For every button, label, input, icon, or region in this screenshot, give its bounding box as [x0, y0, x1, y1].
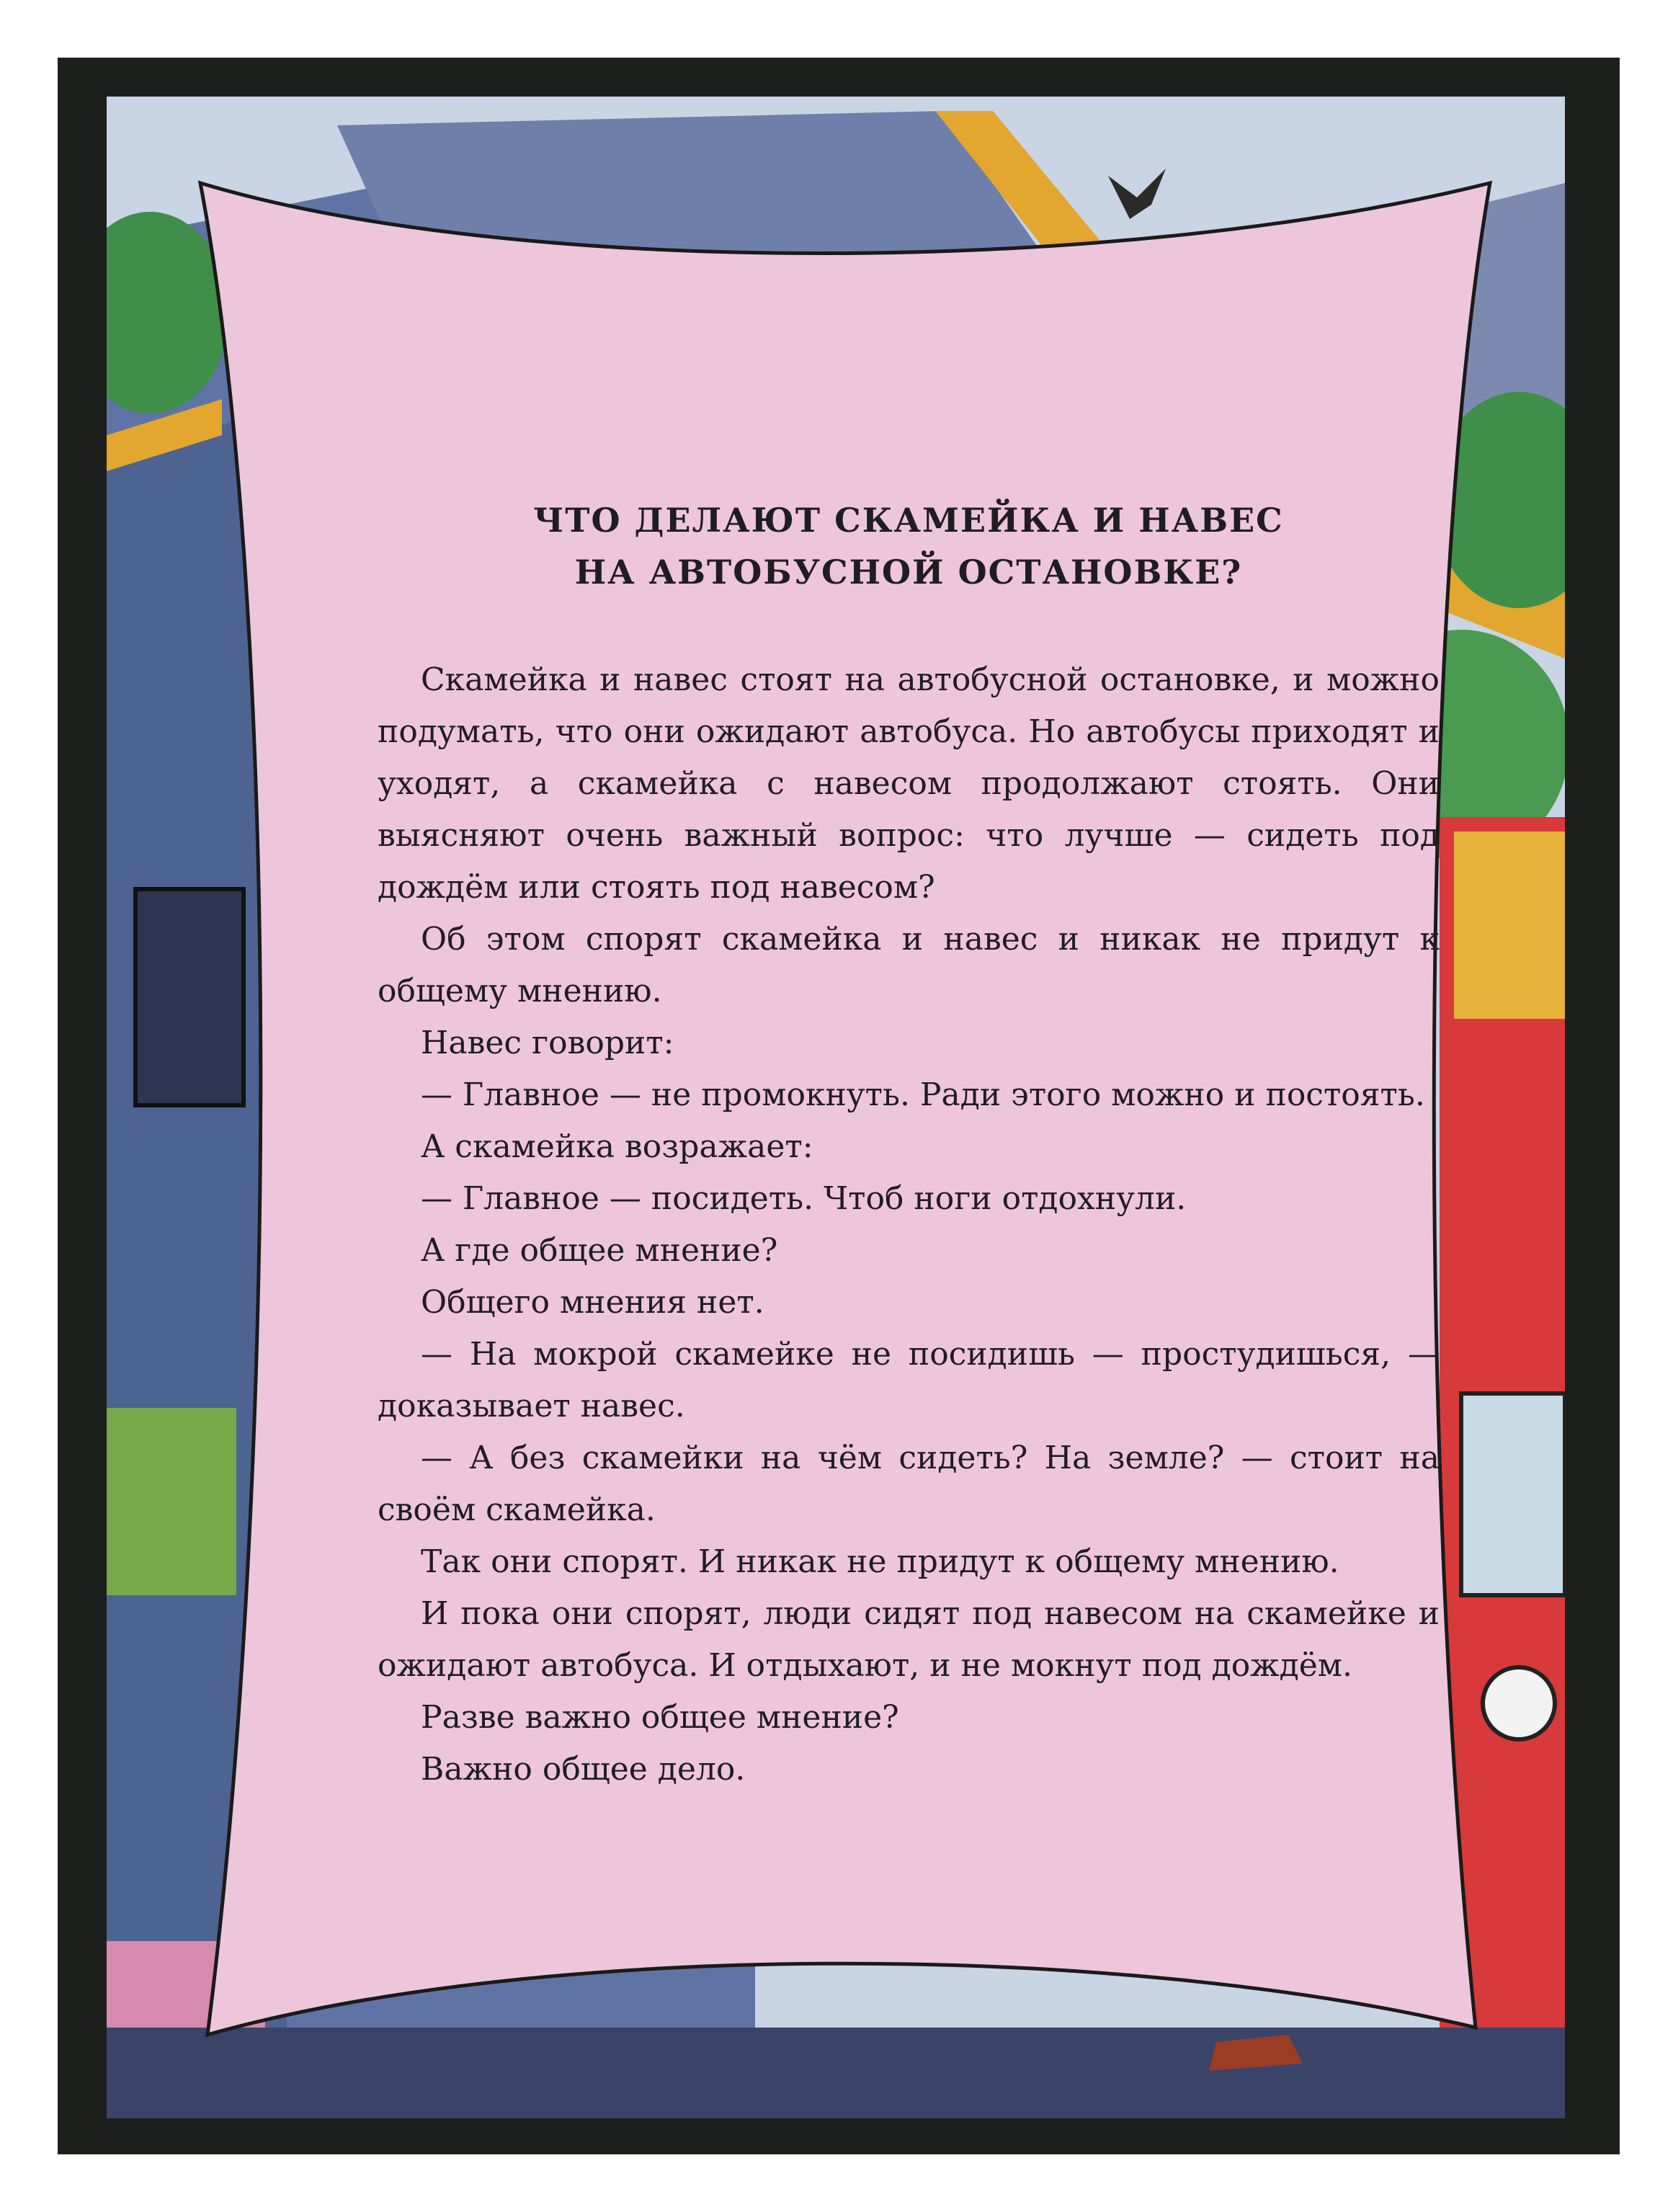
- paragraph: — А без скамейки на чём сидеть? На земле? — стоит на своём скамейка.: [378, 1440, 1440, 1528]
- paragraph: — На мокрой скамейке не посидишь — простудишься, — доказывает навес.: [378, 1336, 1440, 1424]
- paragraph: — Главное — не промокнуть. Ради этого можно и постоять.: [421, 1076, 1425, 1113]
- paragraph: Так они спорят. И никак не придут к общему мнению.: [421, 1543, 1339, 1580]
- illustration: [107, 97, 1565, 2118]
- paragraph: — Главное — посидеть. Чтоб ноги отдохнули.: [421, 1180, 1187, 1217]
- paragraph: Общего мнения нет.: [421, 1284, 764, 1321]
- paragraph: Об этом спорят скамейка и навес и никак не придут к общему мнению.: [378, 921, 1440, 1009]
- story-title-line-2: НА АВТОБУСНОЙ ОСТАНОВКЕ?: [574, 553, 1243, 592]
- story-title: [378, 494, 1440, 598]
- story-title-line-1: ЧТО ДЕЛАЮТ СКАМЕЙКА И НАВЕС: [533, 501, 1284, 540]
- book-page: [58, 58, 1620, 2154]
- paragraph: И пока они спорят, люди сидят под навесом на скамейке и ожидают автобуса. И отдыхают, и не мокнут под дождём.: [378, 1595, 1440, 1684]
- paragraph: Навес говорит:: [421, 1025, 674, 1061]
- paragraph: Скамейка и навес стоят на автобусной остановке, и можно подумать, что они ожидают автобуса. Но автобусы приходят и уходят, а скамейка с навесом продолжают стоять. Они выясняют очень важный вопрос: что лучше — сидеть под дождём или стоять под навесом?: [378, 661, 1440, 906]
- story-text: [378, 494, 1440, 1796]
- paragraph: Разве важно общее мнение?: [421, 1699, 899, 1736]
- paragraph: А скамейка возражает:: [421, 1128, 813, 1165]
- paragraph: Важно общее дело.: [421, 1751, 746, 1788]
- paragraph: А где общее мнение?: [421, 1232, 778, 1269]
